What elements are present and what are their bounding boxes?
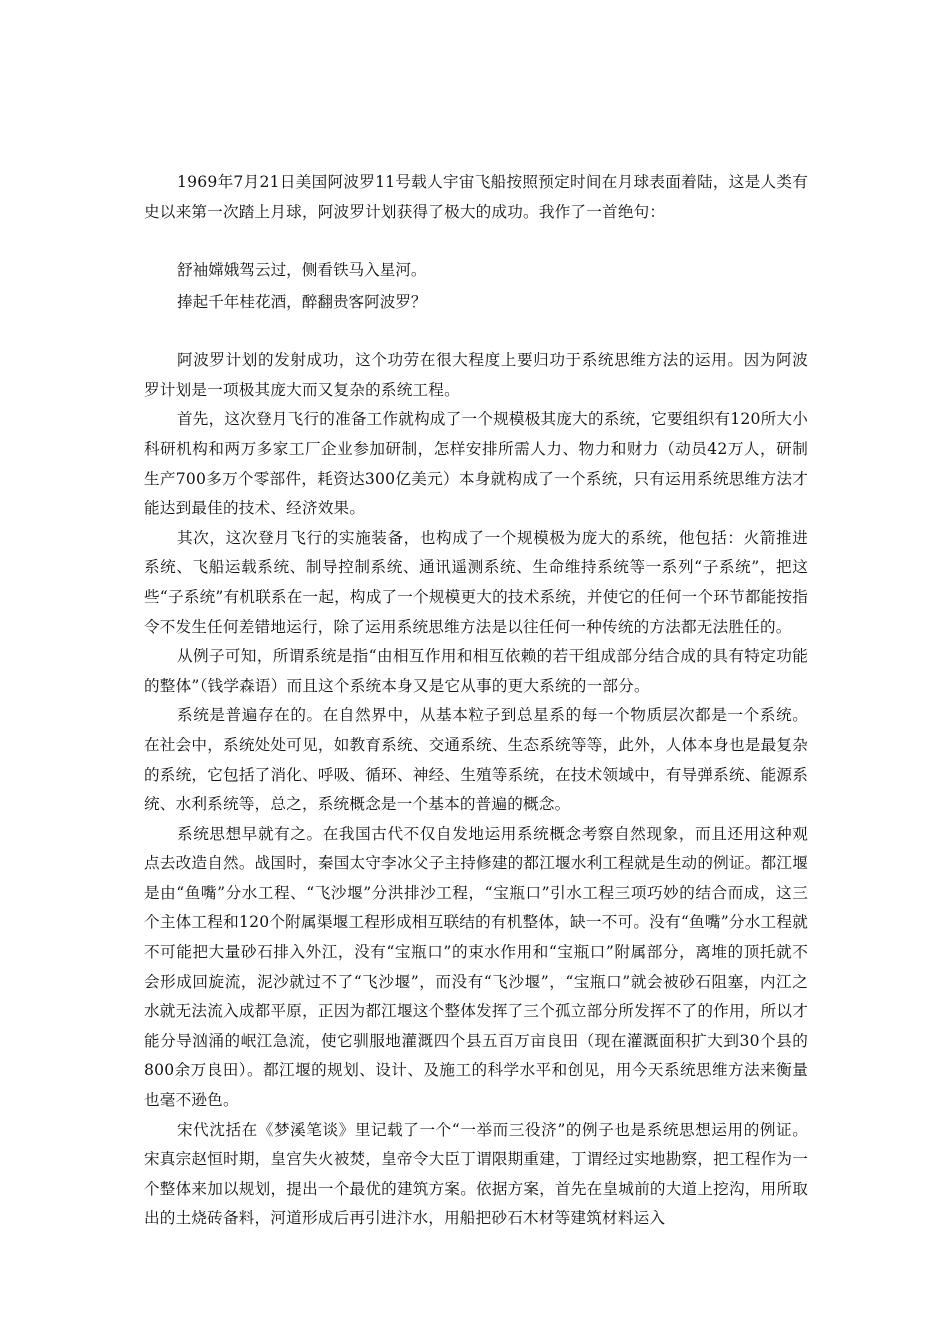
- poem-line-1: 舒袖嫦娥驾云过，侧看铁马入星河。: [177, 261, 427, 280]
- poem-line-2: 捧起千年桂花酒，醉翻贵客阿波罗？: [177, 293, 427, 312]
- intro-paragraph: 1969年7月21日美国阿波罗11号载人宇宙飞船按照预定时间在月球表面着陆，这是人类有史以来第一次踏上月球，阿波罗计划获得了极大的成功。我作了一首绝句：: [144, 173, 808, 221]
- spacer: [144, 227, 808, 254]
- body-paragraph-7: 宋代沈括在《梦溪笔谈》里记载了一个“一举而三役济”的例子也是系统思想运用的例证。宋真宗赵恒时期，皇宫失火被焚，皇帝令大臣丁谓限期重建，丁谓经过实地勘察，把工程作为一个整体来加以规划，提出一个最优的建筑方案。依据方案，首先在皇城前的大道上挖沟，用所取出的土烧砖备料，河道形成后再引进汴水，用船把砂石木材等建筑材料运入: [144, 1120, 808, 1228]
- body-paragraph-2: 首先，这次登月飞行的准备工作就构成了一个规模极其庞大的系统，它要组织有120所大小科研机构和两万多家工厂企业参加研制，怎样安排所需人力、物力和财力（动员42万人，研制生产700多万个零部件，耗资达300亿美元）本身就构成了一个系统，只有运用系统思维方法才能达到最佳的技术、经济效果。: [144, 410, 808, 518]
- body-paragraph-4: 从例子可知，所谓系统是指“由相互作用和相互依赖的若干组成部分结合成的具有特定功能的整体”（钱学森语）而且这个系统本身又是它从事的更大系统的一部分。: [144, 647, 808, 695]
- poem: [144, 254, 808, 318]
- document-page: [144, 168, 808, 1234]
- body-paragraph-5: 系统是普遍存在的。在自然界中，从基本粒子到总星系的每一个物质层次都是一个系统。在社会中，系统处处可见，如教育系统、交通系统、生态系统等等，此外，人体本身也是最复杂的系统，它包括了消化、呼吸、循环、神经、生殖等系统，在技术领域中，有导弹系统、能源系统、水利系统等，总之，系统概念是一个基本的普遍的概念。: [144, 706, 808, 814]
- body-paragraph-6: 系统思想早就有之。在我国古代不仅自发地运用系统概念考察自然现象，而且还用这种观点去改造自然。战国时，秦国太守李冰父子主持修建的都江堰水利工程就是生动的例证。都江堰是由“鱼嘴”分水工程、“飞沙堰”分洪排沙工程，“宝瓶口”引水工程三项巧妙的结合而成，这三个主体工程和120个附属渠堰工程形成相互联结的有机整体，缺一不可。没有“鱼嘴”分水工程就不可能把大量砂石排入外江，没有“宝瓶口”的束水作用和“宝瓶口”附属部分，离堆的顶托就不会形成回旋流，泥沙就过不了“飞沙堰”，而没有“飞沙堰”，“宝瓶口”就会被砂石阻塞，内江之水就无法流入成都平原，正因为都江堰这个整体发挥了三个孤立部分所发挥不了的作用，所以才能分导汹涌的岷江急流，使它驯服地灌溉四个县五百万亩良田（现在灌溉面积扩大到30个县的800余万良田）。都江堰的规划、设计、及施工的科学水平和创见，用今天系统思维方法来衡量也毫不逊色。: [144, 824, 808, 1110]
- spacer: [144, 318, 808, 346]
- body-paragraph-1: 阿波罗计划的发射成功，这个功劳在很大程度上要归功于系统思维方法的运用。因为阿波罗计划是一项极其庞大而又复杂的系统工程。: [144, 351, 808, 399]
- body-paragraph-3: 其次，这次登月飞行的实施装备，也构成了一个规模极为庞大的系统，他包括：火箭推进系统、飞船运载系统、制导控制系统、通讯遥测系统、生命维持系统等一系列“子系统”，把这些“子系统”有机联系在一起，构成了一个规模更大的技术系统，并使它的任何一个环节都能按指令不发生任何差错地运行，除了运用系统思维方法是以往任何一种传统的方法都无法胜任的。: [144, 528, 808, 636]
